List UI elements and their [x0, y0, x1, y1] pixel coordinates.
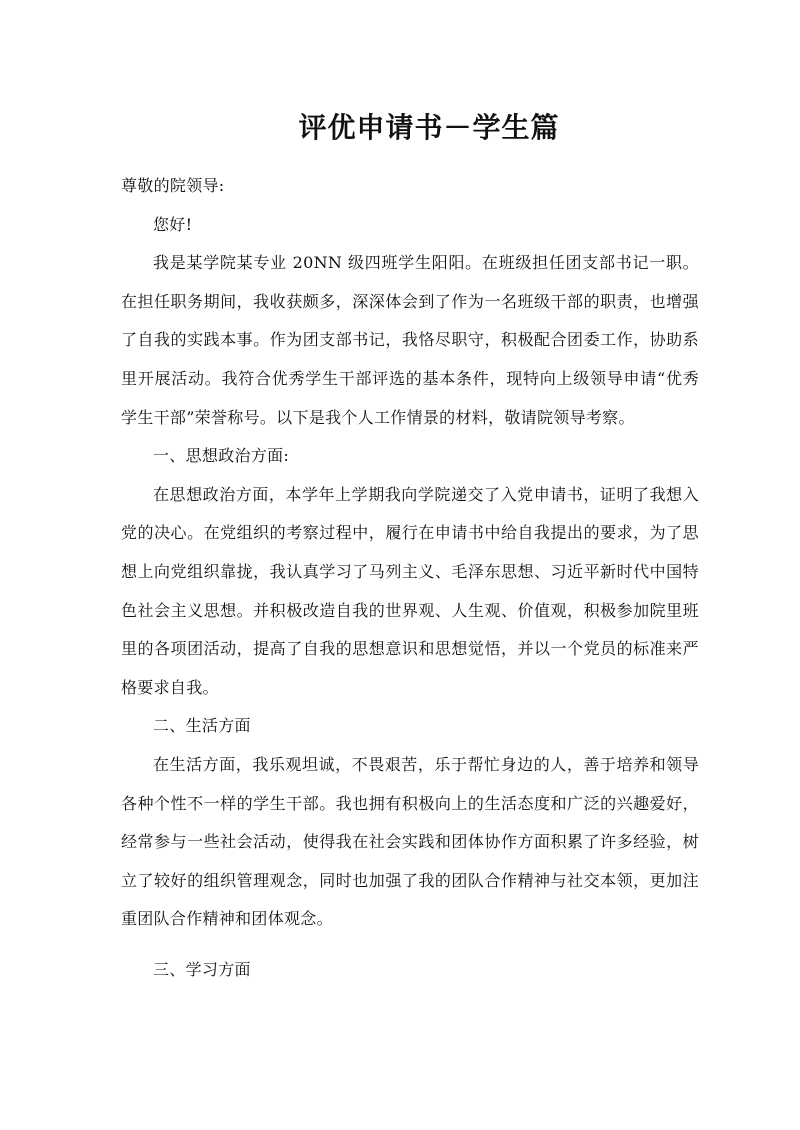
- document-body: [121, 167, 699, 989]
- section-body-life: 在生活方面，我乐观坦诚，不畏艰苦，乐于帮忙身边的人，善于培养和领导各种个性不一样的学生干部。我也拥有积极向上的生活态度和广泛的兴趣爱好，经常参与一些社会活动，使得我在社会实践和团体协作方面积累了许多经验，树立了较好的组织管理观念，同时也加强了我的团队合作精神与社交本领，更加注重团队合作精神和团体观念。: [121, 754, 699, 929]
- section-heading-study: 三、学习方面: [153, 959, 251, 979]
- intro-paragraph: 我是某学院某专业 20NN 级四班学生阳阳。在班级担任团支部书记一职。在担任职务期间，我收获颇多，深深体会到了作为一名班级干部的职责，也增强了自我的实践本事。作为团支部书记，我恪尽职守，积极配合团委工作，协助系里开展活动。我符合优秀学生干部评选的基本条件，现特向上级领导申请“优秀学生干部”荣誉称号。以下是我个人工作情景的材料，敬请院领导考察。: [121, 253, 699, 427]
- document-title: 评优申请书－学生篇: [298, 111, 560, 144]
- greeting: 您好!: [153, 214, 193, 234]
- section-heading-life: 二、生活方面: [153, 716, 251, 736]
- salutation: 尊敬的院领导:: [121, 176, 225, 195]
- section-heading-politics: 一、思想政治方面:: [153, 446, 290, 466]
- section-body-politics: 在思想政治方面，本学年上学期我向学院递交了入党申请书，证明了我想入党的决心。在党组织的考察过程中，履行在申请书中给自我提出的要求，为了思想上向党组织靠拢，我认真学习了马列主义、毛泽东思想、习近平新时代中国特色社会主义思想。并积极改造自我的世界观、人生观、价值观，积极参加院里班里的各项团活动，提高了自我的思想意识和思想觉悟，并以一个党员的标准来严格要求自我。: [121, 484, 699, 697]
